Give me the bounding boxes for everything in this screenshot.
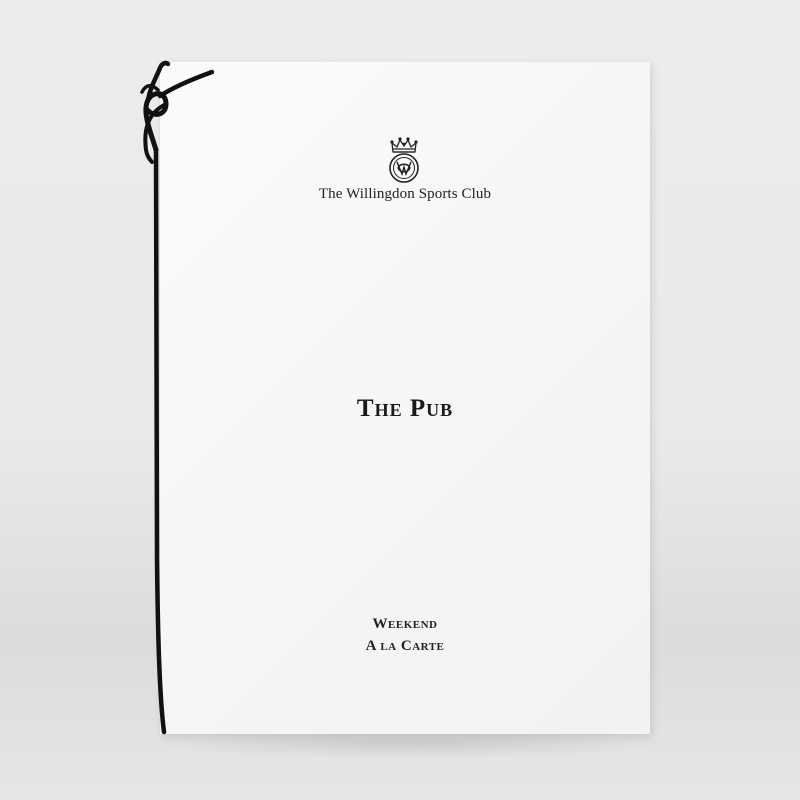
venue-title: The Pub: [356, 395, 454, 422]
crest-icon: [386, 136, 422, 186]
menu-card: [160, 62, 650, 734]
club-name: The Willingdon Sports Club: [318, 186, 492, 202]
menu-type-weekend: Weekend: [372, 616, 438, 632]
menu-type-a-la-carte: A la Carte: [365, 638, 445, 654]
